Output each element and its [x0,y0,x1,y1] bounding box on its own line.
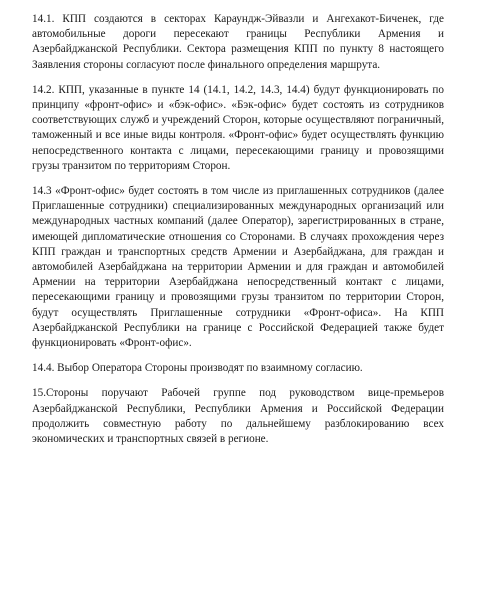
paragraph-14-2: 14.2. КПП, указанные в пункте 14 (14.1, 14.2, 14.3, 14.4) будут функционировать по принципу «фронт-офис» и «бэк-офис». «Бэк-офис» будет состоять из сотрудников соответствующих служб и учреждений Сторон, которые осуществляют пограничный, таможенный и все иные виды контроля. «Фронт-офис» будет осуществлять функцию непосредственного контакта с лицами, пересекающими границу и провозящими грузы транзитом по территориям Сторон. [32,83,444,172]
paragraph-14-1: 14.1. КПП создаются в секторах Караундж-Эйвазли и Ангехакот-Биченек, где автомобильные дороги пересекают границы Республики Армения и Азербайджанской Республики. Сектора размещения КПП по пункту 8 настоящего Заявления стороны согласуют после финального определения маршрута. [32,13,444,71]
paragraph-14-4: 14.4. Выбор Оператора Стороны производят по взаимному согласию. [32,362,363,375]
paragraph-15: 15.Стороны поручают Рабочей группе под руководством вице-премьеров Азербайджанской Республики, Республики Армения и Российской Федерации продолжить совместную работу по дальнейшему разблокированию всех экономических и транспортных связей в регионе. [32,387,444,446]
paragraph-14-3: 14.3 «Фронт-офис» будет состоять в том числе из приглашенных сотрудников (далее Приглашенные сотрудники) специализированных международных организаций или международных частных компаний (далее Оператор), зарегистрированных в стране, имеющей дипломатические отношения со Сторонами. В случаях прохождения через КПП граждан и транспортных средств Армении и Азербайджана, для граждан и автомобилей Азербайджана на территории Армении и для граждан и автомобилей Армении на территории Азербайджана непосредственный контакт с лицами, пересекающими границу и провозящими грузы транзитом по территории Сторон, будут осуществлять Приглашенные сотрудники «Фронт-офиса». На КПП Азербайджанской Республики на границе с Российской Федерацией также будет функционировать «Фронт-офис». [32,185,444,350]
document-body [32,12,444,457]
